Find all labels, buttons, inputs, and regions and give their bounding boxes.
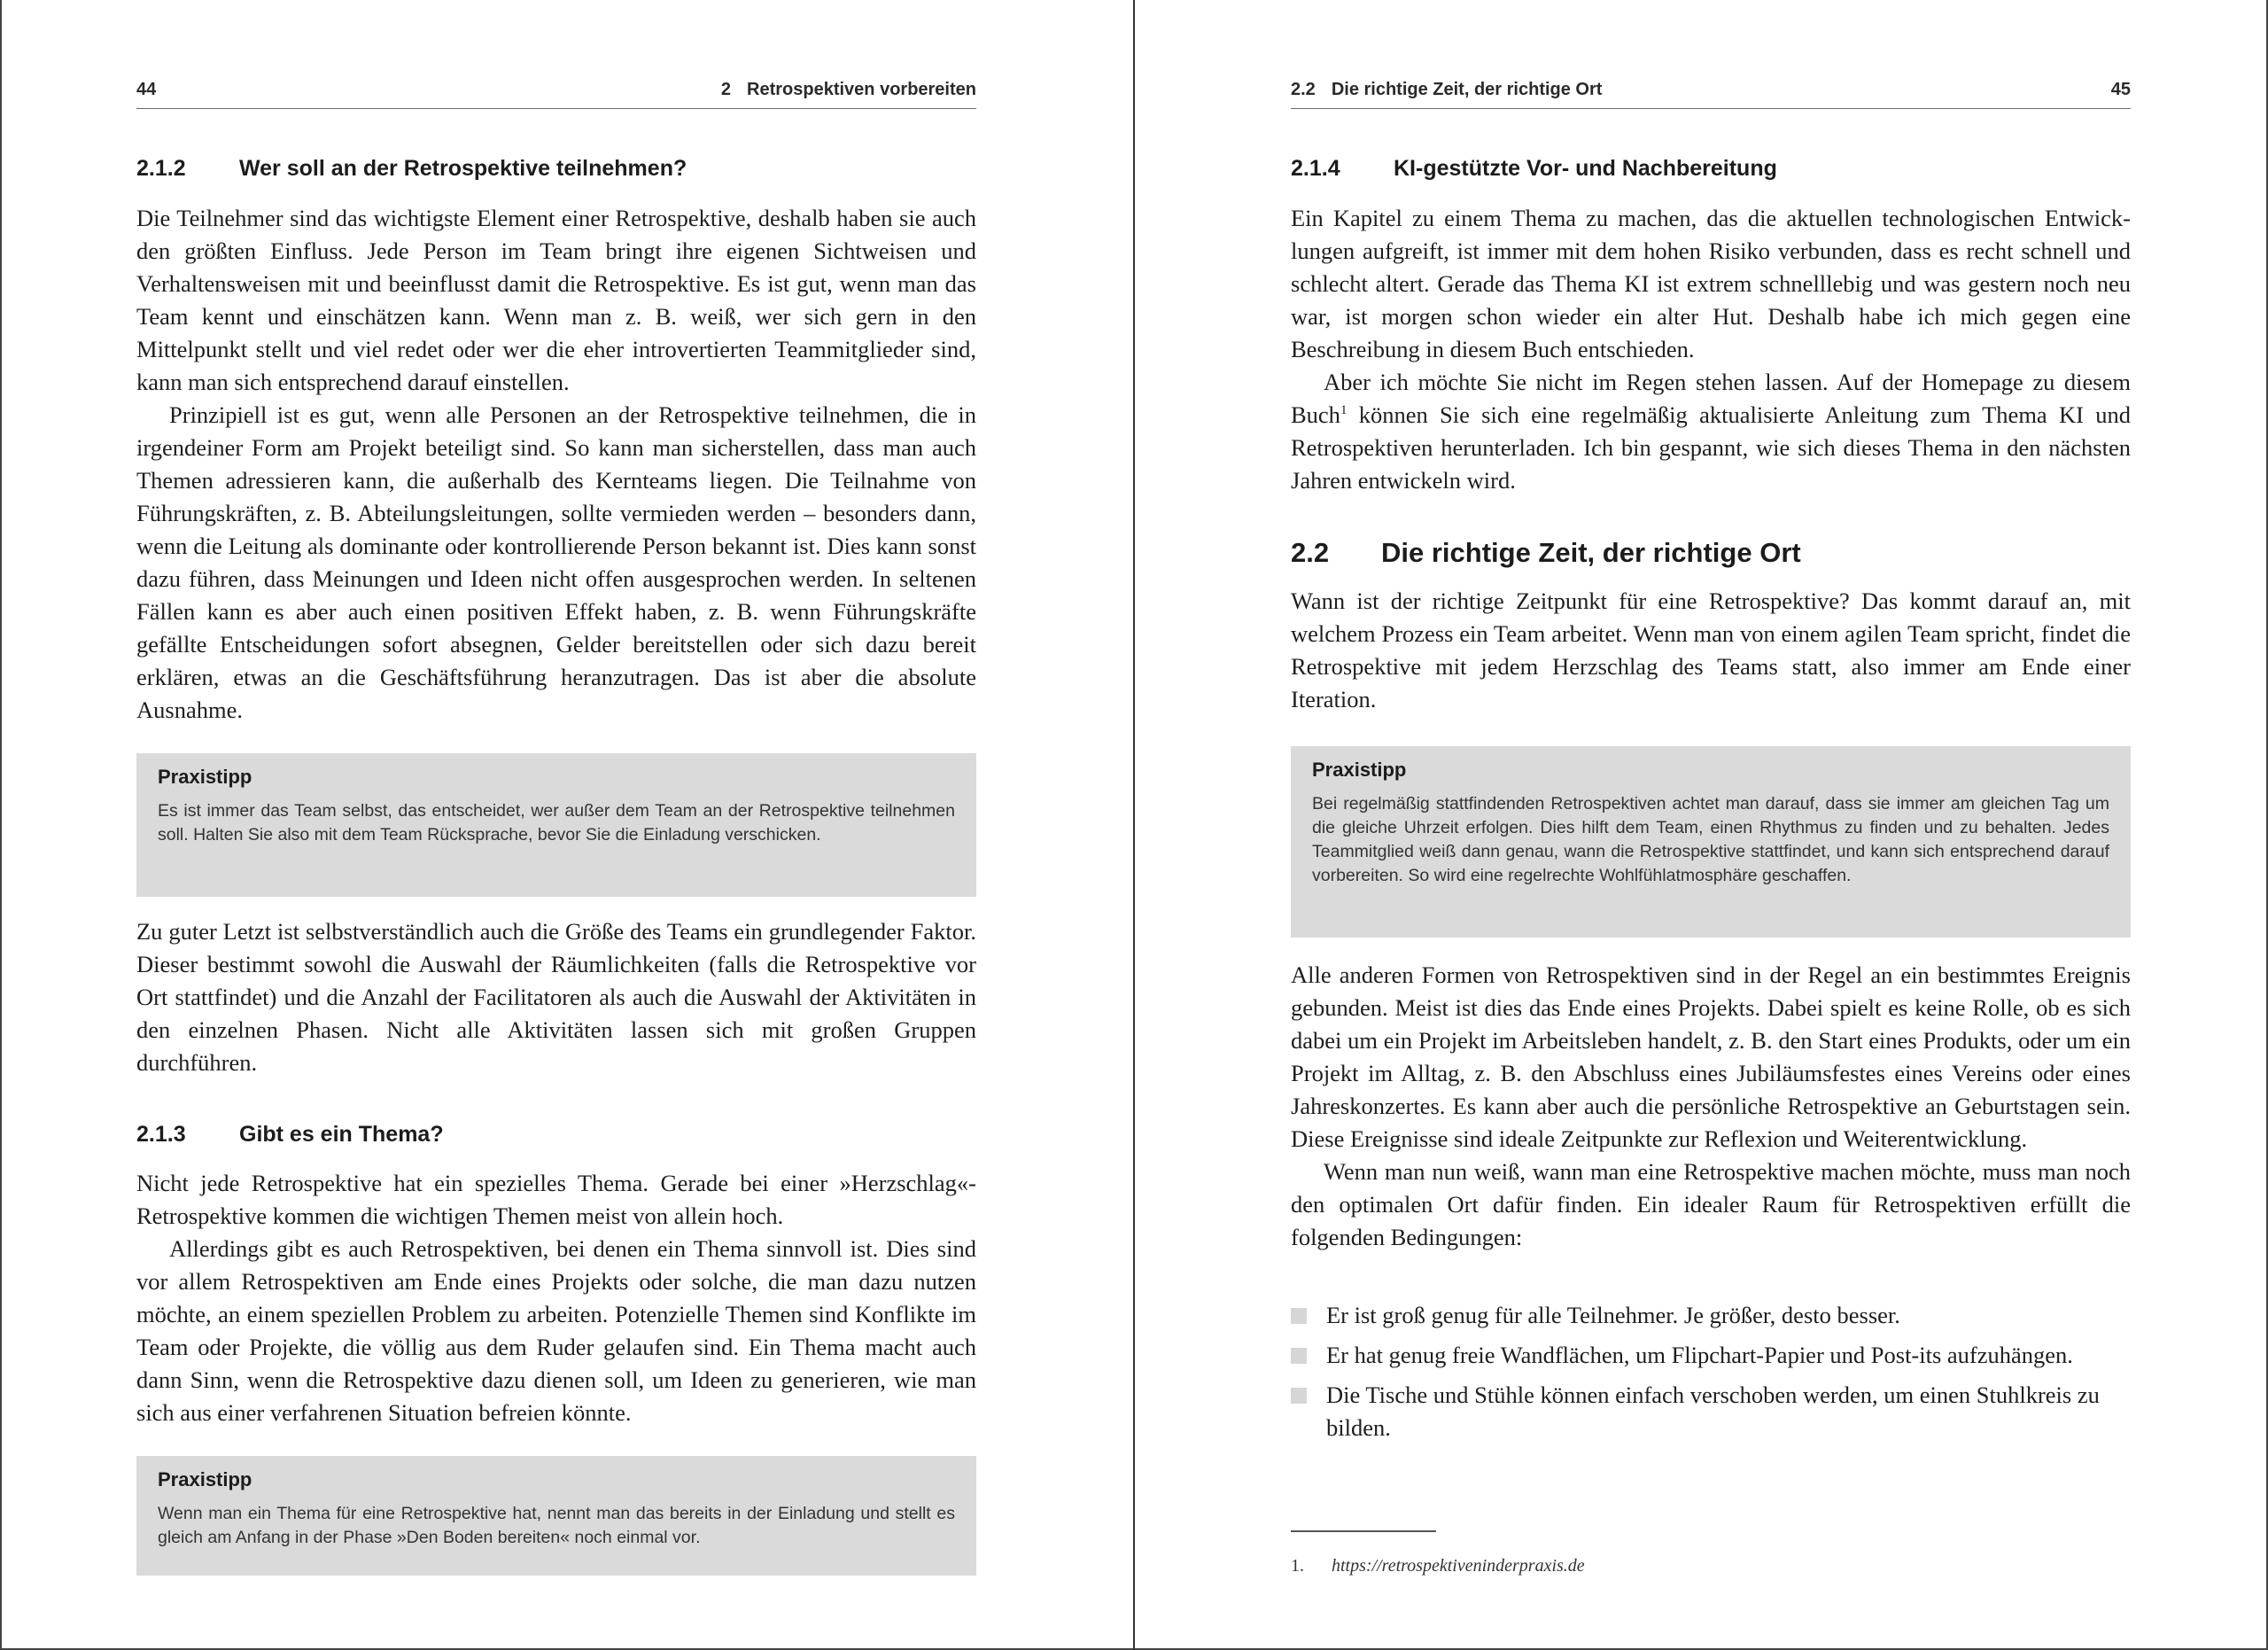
section-2-1-2-closing (136, 915, 976, 1079)
list-item-text: Er ist groß genug für alle Teilnehmer. Je größer, desto besser. (1326, 1302, 1900, 1328)
paragraph: Ein Kapitel zu einem Thema zu machen, das die aktuellen technologischen Entwicklungen aufgreift, ist immer mit dem hohen Risiko verbunden, dass es recht schnell und schlecht altert. Gerade das Thema KI ist extrem schnelllebig und was gestern noch neu war, ist morgen schon wieder ein alter Hut. Deshalb habe ich mich gegen eine Beschreibung in diesem Buch entschieden. (1291, 205, 2131, 362)
tip-text: Es ist immer das Team selbst, das entscheidet, wer außer dem Team an der Retrospektive teilnehmen soll. Halten Sie also mit dem Team Rücksprache, bevor Sie die Einladung verschicken. (158, 801, 955, 844)
paragraph-part: Aber ich möchte Sie nicht im Regen stehen lassen. Auf der Homepage zu diesem Buch (1291, 369, 2131, 428)
section-title: Wer soll an der Retrospektive teilnehmen? (239, 156, 687, 181)
paragraph: Prinzipiell ist es gut, wenn alle Personen an der Retrospektive teilnehmen, die in irgendeiner Form am Projekt beteiligt sind. So kann man sicherstellen, dass man auch Themen adressieren kann, die außerhalb des Kernteams liegen. Die Teilnahme von Führungskräften, z. B. Abteilungsleitungen, sollte vermieden werden – besonders dann, wenn die Leitung als dominante oder kontrollierende Person bekannt ist. Dies kann sonst dazu führen, dass Meinungen und Ideen nicht offen ausgesprochen werden. In seltenen Fällen kann es aber auch einen positiven Effekt haben, z. B. wenn Führungskräfte gefällte Entscheidungen sofort absegnen, Gelder bereitstellen oder sich dazu bereit erklären, etwas an die Geschäftsführung heranzutragen. Das ist aber die absolute Ausnahme. (136, 401, 976, 723)
footnote-url: https://retrospektiveninderpraxis.de (1332, 1556, 1585, 1576)
square-bullet-icon (1291, 1348, 1307, 1364)
section-number: 2.2 (1291, 537, 1330, 568)
paragraph: Alle anderen Formen von Retrospektiven sind in der Regel an ein bestimmtes Ereignis gebunden. Meist ist dies das Ende eines Projekts. Dabei spielt es keine Rolle, ob es sich dabei um ein Projekt im Arbeitsleben handelt, z. B. den Start eines Produkts, oder um ein Projekt im Alltag, z. B. den Abschluss eines Jubiläumsfestes eines Vereins oder eines Jahreskonzertes. Es kann aber auch die persönliche Retrospektive an Geburtstagen sein. Diese Ereignisse sind ideale Zeitpunkte zur Reflexion und Weiterentwicklung. (1291, 961, 2131, 1152)
tip-title: Praxistipp (158, 1468, 252, 1490)
right-page (1291, 0, 2131, 1650)
bullet-list (1291, 1299, 2131, 1444)
section-2-1-4-body (1291, 202, 2131, 497)
footnote (1291, 1556, 1585, 1576)
page-number: 45 (2110, 80, 2131, 99)
tip-text: Wenn man ein Thema für eine Retrospektive hat, nennt man das bereits in der Einladung und stellt es gleich am Anfang in der Phase »Den Boden bereiten« noch einmal vor. (158, 1504, 955, 1547)
footnote-rule (1291, 1530, 1436, 1532)
room-conditions-list (1291, 1299, 2131, 1452)
paragraph: Zu guter Letzt ist selbstverständlich auch die Größe des Teams ein grundlegender Faktor. Dieser bestimmt sowohl die Auswahl der Räumlichkeiten (falls die Retrospektive vor Ort stattfindet) und die Anzahl der Facilitatoren als auch die Auswahl der Aktivitäten in den einzelnen Phasen. Nicht alle Aktivitäten lassen sich mit großen Gruppen durchführen. (136, 918, 976, 1076)
square-bullet-icon (1291, 1308, 1307, 1324)
paragraph: Nicht jede Retrospektive hat ein spezielles Thema. Gerade bei einer »Herzschlag«-Retrospektive kommen die wichtigen Themen meist von allein hoch. (136, 1170, 976, 1229)
page-gutter (1133, 0, 1135, 1650)
square-bullet-icon (1291, 1388, 1307, 1404)
running-head-right (1291, 78, 2131, 109)
list-item-text: Die Tische und Stühle können einfach verschoben werden, um einen Stuhlkreis zu bilden. (1326, 1381, 2100, 1441)
left-page (136, 0, 976, 1650)
section-heading-2-1-2 (136, 156, 976, 186)
section-heading-2-1-4 (1291, 156, 2131, 186)
section-header (1291, 80, 1602, 100)
paragraph: Die Teilnehmer sind das wichtigste Element einer Retrospektive, deshalb haben sie auch den größten Einfluss. Jede Person im Team bringt ihre eigenen Sichtweisen und Verhaltensweisen mit und beeinflusst damit die Retrospektive. Es ist gut, wenn man das Team kennt und einschätzen kann. Wenn man z. B. weiß, wer sich gern in den Mittelpunkt stellt und viel redet oder wer die eher introvertierten Teammitglieder sind, kann man sich entsprechend darauf einstellen. (136, 205, 976, 395)
page-number: 44 (136, 80, 157, 99)
chapter-title: Retrospektiven vorbereiten (747, 80, 976, 99)
tip-title: Praxistipp (1312, 759, 1407, 781)
list-item (1291, 1299, 2131, 1332)
section-number: 2.1.4 (1291, 156, 1340, 181)
frame-border-left (0, 0, 2, 1650)
footnote-marker: 1 (1340, 403, 1348, 418)
section-2-2-body (1291, 585, 2131, 716)
section-heading-2-1-3 (136, 1122, 976, 1152)
paragraph (1291, 366, 2131, 497)
tip-title: Praxistipp (158, 766, 252, 788)
practice-tip-box (1291, 746, 2131, 938)
section-title: Die richtige Zeit, der richtige Ort (1381, 537, 1801, 568)
section-number: 2.1.3 (136, 1122, 186, 1147)
paragraph: Wenn man nun weiß, wann man eine Retrospektive machen möchte, muss man noch den optimalen Ort dafür finden. Ein idealer Raum für Retrospektiven erfüllt die folgenden Bedingungen: (1291, 1158, 2131, 1250)
section-title: KI-gestützte Vor- und Nachbereitung (1394, 156, 1777, 181)
list-item-text: Er hat genug freie Wandflächen, um Flipchart-Papier und Post-its aufzuhängen. (1326, 1342, 2073, 1368)
section-heading-2-2 (1291, 537, 2131, 569)
list-item (1291, 1339, 2131, 1372)
list-item (1291, 1379, 2131, 1444)
section-2-1-2-body (136, 202, 976, 727)
chapter-number: 2 (720, 80, 732, 99)
footnote-number: 1. (1291, 1556, 1304, 1576)
practice-tip-box (136, 753, 976, 897)
tip-text: Bei regelmäßig stattfindenden Retrospektiven achtet man darauf, dass sie immer am gleichen Tag um die gleiche Uhrzeit erfolgen. Dies hilft dem Team, einen Rhythmus zu finden und zu behalten. Jedes Teammitglied weiß dann genau, wann die Retrospektive stattfindet, und kann sich entsprechend darauf vorbereiten. So wird eine regelrechte Wohlfühlatmosphäre geschaffen. (1312, 794, 2109, 885)
section-2-1-3-body (136, 1167, 976, 1429)
section-2-2-continued (1291, 959, 2131, 1254)
practice-tip-box (136, 1456, 976, 1576)
section-header-number: 2.2 (1291, 80, 1316, 99)
section-number: 2.1.2 (136, 156, 186, 181)
running-head-left (136, 78, 976, 109)
section-header-title: Die richtige Zeit, der richtige Ort (1331, 80, 1603, 99)
paragraph-part: können Sie sich eine regelmäßig aktualisierte Anleitung zum Thema KI und Retrospektiven herunterladen. Ich bin gespannt, wie sich dieses Thema in den nächsten Jahren entwickeln wird. (1291, 401, 2131, 494)
paragraph: Wann ist der richtige Zeitpunkt für eine Retrospektive? Das kommt darauf an, mit welchem Prozess ein Team arbeitet. Wenn man von einem agilen Team spricht, findet die Retrospektive mit jedem Herzschlag des Teams statt, also immer am Ende einer Iteration. (1291, 588, 2131, 712)
section-title: Gibt es ein Thema? (239, 1122, 444, 1147)
paragraph: Allerdings gibt es auch Retrospektiven, bei denen ein Thema sinnvoll ist. Dies sind vor allem Retrospektiven am Ende eines Projekts oder solche, die man dazu nutzen möchte, an einem speziellen Problem zu arbeiten. Potenzielle Themen sind Konflikte im Team oder Projekte, die völlig aus dem Ruder gelaufen sind. Ein Thema macht auch dann Sinn, wenn die Retrospektive dazu dienen soll, um Ideen zu generieren, wie man sich aus einer verfahrenen Situation befreien könnte. (136, 1235, 976, 1426)
chapter-header (721, 80, 976, 100)
